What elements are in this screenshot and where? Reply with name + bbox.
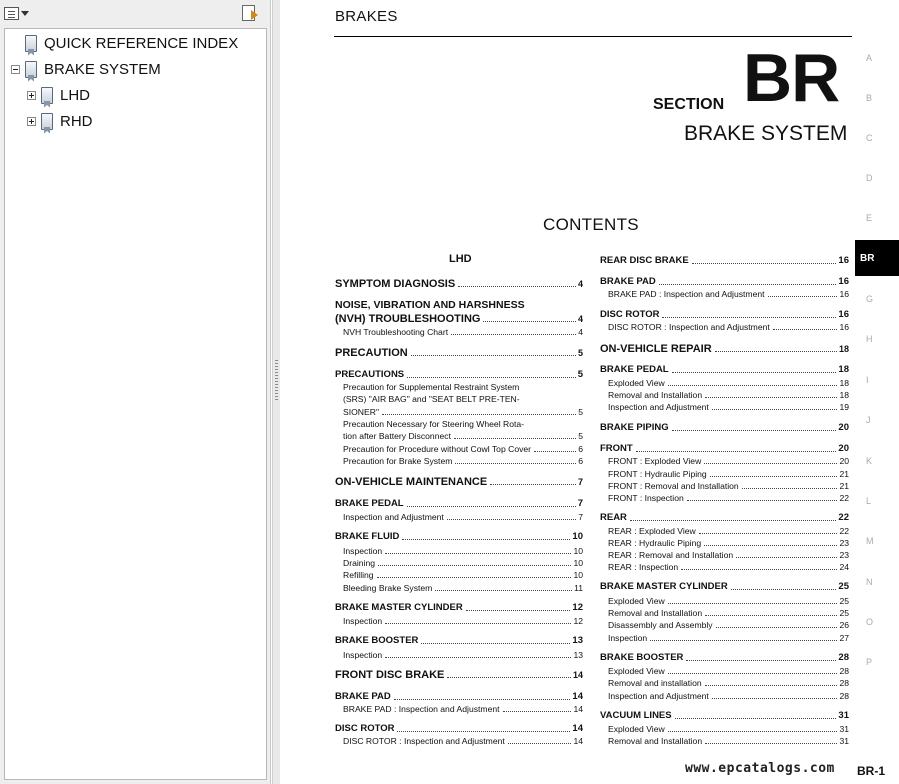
section-label: SECTION: [653, 96, 725, 113]
toc-entry-text: Precaution Necessary for Steering Wheel Rota-: [343, 419, 525, 429]
index-tab[interactable]: H: [866, 334, 873, 344]
index-tab[interactable]: I: [866, 375, 869, 385]
index-tab[interactable]: O: [866, 617, 874, 627]
section-index-tabs: [855, 0, 899, 784]
index-tab[interactable]: J: [866, 415, 871, 425]
bookmark-options-button[interactable]: [4, 4, 30, 22]
toc-entry[interactable]: FRONT : Inspection 22: [608, 493, 849, 503]
toc-entry[interactable]: FRONT : Hydraulic Piping 21: [608, 469, 849, 479]
index-tab-active[interactable]: BR: [855, 240, 899, 276]
toc-entry[interactable]: NVH Troubleshooting Chart 4: [343, 327, 583, 337]
toc-entry[interactable]: REAR : Removal and Installation 23: [608, 550, 849, 560]
toc-entry[interactable]: BRAKE PIPING 20: [600, 422, 849, 433]
toc-entry[interactable]: BRAKE MASTER CYLINDER 12: [335, 602, 583, 613]
toc-entry[interactable]: Removal and Installation 25: [608, 608, 849, 618]
toc-entry[interactable]: Exploded View 28: [608, 666, 849, 676]
bookmark-icon: [41, 113, 53, 130]
toc-entry[interactable]: Removal and Installation 31: [608, 736, 849, 746]
toc-entry[interactable]: Exploded View 25: [608, 596, 849, 606]
index-tab[interactable]: P: [866, 657, 873, 667]
bookmark-icon: [25, 61, 37, 78]
index-tab[interactable]: N: [866, 577, 873, 587]
toc-entry[interactable]: REAR 22: [600, 512, 849, 523]
toc-entry[interactable]: Bleeding Brake System 11: [343, 583, 583, 593]
watermark-text: www.epcatalogs.com: [685, 761, 835, 776]
section-code: BR: [743, 40, 840, 116]
bookmark-label: BRAKE SYSTEM: [44, 60, 161, 78]
toc-entry[interactable]: REAR : Inspection 24: [608, 562, 849, 572]
bookmark-item-rhd[interactable]: [27, 109, 93, 133]
toc-entry-text: (SRS) "AIR BAG" and "SEAT BELT PRE-TEN-: [343, 394, 520, 404]
toc-entry[interactable]: Removal and Installation 18: [608, 390, 849, 400]
bookmark-label: LHD: [60, 86, 91, 104]
index-tab[interactable]: B: [866, 93, 873, 103]
toc-entry[interactable]: Inspection 12: [343, 616, 583, 626]
toc-entry[interactable]: Inspection 27: [608, 633, 849, 643]
toc-entry[interactable]: Disassembly and Assembly 26: [608, 620, 849, 630]
toc-entry[interactable]: PRECAUTIONS 5: [335, 369, 583, 380]
bookmark-item-quick-reference-index[interactable]: [25, 31, 238, 55]
toc-entry[interactable]: FRONT : Exploded View 20: [608, 456, 849, 466]
header-rule: [334, 36, 852, 37]
toc-entry[interactable]: BRAKE PAD 14: [335, 691, 583, 702]
collapse-icon[interactable]: [11, 65, 20, 74]
toc-entry[interactable]: ON-VEHICLE REPAIR 18: [600, 343, 849, 355]
toc-entry[interactable]: PRECAUTION 5: [335, 347, 583, 359]
toc-entry[interactable]: ON-VEHICLE MAINTENANCE 7: [335, 476, 583, 488]
toc-entry[interactable]: DISC ROTOR 14: [335, 723, 583, 734]
bookmarks-panel: [0, 0, 271, 784]
bookmarks-toolbar: [0, 0, 271, 26]
toc-entry[interactable]: SIONER" 5: [343, 407, 583, 417]
index-tab[interactable]: C: [866, 133, 873, 143]
toc-entry[interactable]: BRAKE FLUID 10: [335, 531, 583, 542]
index-tab[interactable]: E: [866, 213, 873, 223]
section-title: BRAKE SYSTEM: [684, 122, 848, 145]
toc-entry[interactable]: FRONT DISC BRAKE 14: [335, 669, 583, 681]
toc-entry[interactable]: FRONT : Removal and Installation 21: [608, 481, 849, 491]
toc-entry[interactable]: Exploded View 18: [608, 378, 849, 388]
running-header: BRAKES: [335, 8, 398, 25]
bookmark-tree: [4, 28, 267, 780]
toc-entry[interactable]: VACUUM LINES 31: [600, 710, 849, 721]
bookmark-item-brake-system[interactable]: [11, 57, 161, 81]
contents-heading: CONTENTS: [543, 215, 639, 234]
toc-entry[interactable]: BRAKE PAD : Inspection and Adjustment 14: [343, 704, 583, 714]
panel-splitter[interactable]: [272, 0, 280, 784]
toc-entry[interactable]: Precaution for Procedure without Cowl Top Cover 6: [343, 444, 583, 454]
toc-entry[interactable]: Inspection and Adjustment 19: [608, 402, 849, 412]
toc-entry[interactable]: DISC ROTOR : Inspection and Adjustment 14: [343, 736, 583, 746]
toc-entry[interactable]: REAR : Hydraulic Piping 23: [608, 538, 849, 548]
toc-entry-text: Precaution for Supplemental Restraint System: [343, 382, 520, 392]
toc-entry[interactable]: REAR DISC BRAKE 16: [600, 255, 849, 266]
bookmark-item-lhd[interactable]: [27, 83, 90, 107]
options-list-icon: [4, 7, 19, 20]
toc-entry[interactable]: BRAKE PAD 16: [600, 276, 849, 287]
index-tab[interactable]: K: [866, 456, 873, 466]
lhd-heading: LHD: [449, 253, 472, 265]
toc-entry[interactable]: Removal and installation 28: [608, 678, 849, 688]
bookmark-label: QUICK REFERENCE INDEX: [44, 34, 239, 52]
toc-entry[interactable]: Precaution for Brake System 6: [343, 456, 583, 466]
chevron-down-icon: [21, 11, 29, 16]
toc-entry[interactable]: Inspection and Adjustment 28: [608, 691, 849, 701]
toc-entry[interactable]: Inspection and Adjustment 7: [343, 512, 583, 522]
index-tab[interactable]: M: [866, 536, 874, 546]
toc-entry[interactable]: BRAKE PEDAL 7: [335, 498, 583, 509]
toc-entry[interactable]: DISC ROTOR 16: [600, 309, 849, 320]
splitter-grip-icon[interactable]: [275, 360, 278, 400]
toc-entry[interactable]: BRAKE PAD : Inspection and Adjustment 16: [608, 289, 849, 299]
toc-entry[interactable]: BRAKE PEDAL 18: [600, 364, 849, 375]
toc-entry[interactable]: tion after Battery Disconnect 5: [343, 431, 583, 441]
toc-entry[interactable]: BRAKE BOOSTER 28: [600, 652, 849, 663]
toc-entry[interactable]: Exploded View 31: [608, 724, 849, 734]
toc-entry[interactable]: BRAKE BOOSTER 13: [335, 635, 583, 646]
toc-entry-text: NOISE, VIBRATION AND HARSHNESS: [335, 299, 525, 311]
index-tab[interactable]: D: [866, 173, 873, 183]
bookmark-icon: [25, 35, 37, 52]
toc-entry[interactable]: (NVH) TROUBLESHOOTING 4: [335, 313, 583, 325]
expand-icon[interactable]: [27, 91, 36, 100]
export-bookmark-button[interactable]: [242, 4, 262, 22]
bookmark-icon: [41, 87, 53, 104]
index-tab[interactable]: A: [866, 53, 873, 63]
document-page: [281, 0, 899, 784]
toc-entry[interactable]: DISC ROTOR : Inspection and Adjustment 16: [608, 322, 849, 332]
arrow-right-icon: [251, 10, 258, 20]
toc-entry[interactable]: FRONT 20: [600, 443, 849, 454]
toc-entry[interactable]: Refilling 10: [343, 570, 583, 580]
toc-entry[interactable]: SYMPTOM DIAGNOSIS 4: [335, 278, 583, 290]
toc-entry[interactable]: Inspection 13: [343, 650, 583, 660]
toc-entry[interactable]: Draining 10: [343, 558, 583, 568]
index-tab[interactable]: G: [866, 294, 874, 304]
expand-icon[interactable]: [27, 117, 36, 126]
bookmark-label: RHD: [60, 112, 93, 130]
toc-entry[interactable]: BRAKE MASTER CYLINDER 25: [600, 581, 849, 592]
toc-entry[interactable]: Inspection 10: [343, 546, 583, 556]
page-number: BR-1: [857, 764, 886, 778]
index-tab[interactable]: L: [866, 496, 872, 506]
toc-entry[interactable]: REAR : Exploded View 22: [608, 526, 849, 536]
